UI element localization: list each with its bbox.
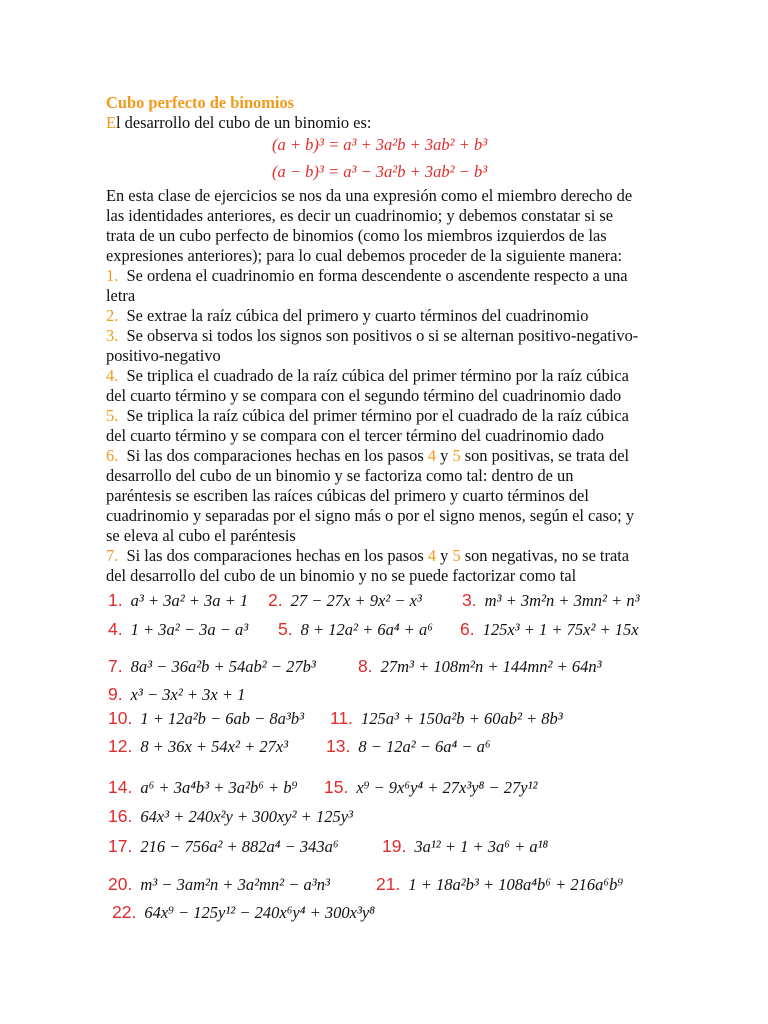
exercise-number: 4. — [108, 619, 123, 639]
intro-text: l desarrollo del cubo de un binomio es: — [116, 113, 372, 132]
exercise-item — [108, 684, 245, 705]
exercise-expression: m³ − 3am²n + 3a²mn² − a³n³ — [140, 875, 330, 894]
step-4 — [106, 366, 629, 386]
exercise-item — [278, 619, 433, 640]
step-6-continued: se eleva al cubo el paréntesis — [106, 526, 296, 545]
exercise-number: 8. — [358, 656, 373, 676]
step-3-continued: positivo-negativo — [106, 346, 221, 365]
exercise-item — [324, 777, 537, 798]
exercise-expression: 8 − 12a² − 6a⁴ − a⁶ — [358, 737, 491, 756]
step-number: 6. — [106, 446, 119, 465]
exercise-number: 16. — [108, 806, 133, 826]
exercise-expression: 1 + 18a²b³ + 108a⁴b⁶ + 216a⁶b⁹ — [408, 875, 624, 894]
exercise-expression: 8a³ − 36a²b + 54ab² − 27b³ — [130, 657, 316, 676]
step-number: 3. — [106, 326, 119, 345]
exercise-expression: 64x⁹ − 125y¹² − 240x⁶y⁴ + 300x³y⁸ — [144, 903, 375, 922]
exercise-expression: a³ + 3a² + 3a + 1 — [130, 591, 249, 610]
step-6-continued: paréntesis se escriben las raíces cúbicas del primero y cuarto términos del — [106, 486, 589, 505]
exercise-item — [112, 902, 375, 923]
exercise-number: 11. — [330, 708, 354, 728]
exercise-expression: 125a³ + 150a²b + 60ab² + 8b³ — [361, 709, 563, 728]
exercise-expression: m³ + 3m²n + 3mn² + n³ — [484, 591, 640, 610]
exercise-item — [326, 736, 491, 757]
exercise-item — [108, 590, 248, 611]
step-number: 4. — [106, 366, 119, 385]
step-text: Si las dos comparaciones hechas en los pasos — [126, 446, 428, 465]
exercise-item — [108, 874, 330, 895]
exercise-number: 7. — [108, 656, 123, 676]
paragraph-line: las identidades anteriores, es decir un cuadrinomio; y debemos constatar si se — [106, 206, 614, 225]
paragraph-line: En esta clase de ejercicios se nos da una expresión como el miembro derecho de — [106, 186, 633, 205]
step-4-continued: del cuarto término y se compara con el segundo término del cuadrinomio dado — [106, 386, 622, 405]
paragraph-line: trata de un cubo perfecto de binomios (como los miembros izquierdos de las — [106, 226, 607, 245]
page-title: Cubo perfecto de binomios — [106, 93, 295, 112]
exercise-expression: 27m³ + 108m²n + 144mn² + 64n³ — [380, 657, 602, 676]
step-6-continued: cuadrinomio y separadas por el signo más o por el signo menos, según el caso; y — [106, 506, 635, 525]
exercise-expression: x⁹ − 9x⁶y⁴ + 27x³y⁸ − 27y¹² — [356, 778, 538, 797]
step-ref-5: 5 — [452, 446, 461, 465]
exercise-number: 15. — [324, 777, 349, 797]
step-5 — [106, 406, 629, 426]
exercise-item — [330, 708, 563, 729]
exercise-number: 22. — [112, 902, 137, 922]
exercise-number: 13. — [326, 736, 351, 756]
exercise-item — [376, 874, 623, 895]
exercise-number: 17. — [108, 836, 133, 856]
step-text: Se triplica el cuadrado de la raíz cúbica del primer término por la raíz cúbica — [126, 366, 629, 385]
exercise-item — [108, 806, 353, 827]
step-1 — [106, 266, 628, 286]
exercise-expression: 8 + 36x + 54x² + 27x³ — [140, 737, 289, 756]
exercise-item — [268, 590, 422, 611]
exercise-number: 6. — [460, 619, 475, 639]
exercise-item — [108, 708, 304, 729]
step-text: son negativas, no se trata — [460, 546, 630, 565]
step-2 — [106, 306, 588, 326]
step-ref-4: 4 — [427, 546, 437, 565]
step-6 — [106, 446, 629, 466]
step-6-continued: desarrollo del cubo de un binomio y se factoriza como tal: dentro de un — [106, 466, 574, 485]
exercise-item — [358, 656, 602, 677]
exercise-item — [108, 836, 339, 857]
step-text: Si las dos comparaciones hechas en los pasos — [126, 546, 428, 565]
exercise-item — [382, 836, 548, 857]
exercise-number: 9. — [108, 684, 123, 704]
step-3 — [106, 326, 638, 346]
paragraph-line: expresiones anteriores); para lo cual debemos proceder de la siguiente manera: — [106, 246, 623, 265]
step-7 — [106, 546, 629, 566]
exercise-number: 12. — [108, 736, 133, 756]
exercise-number: 21. — [376, 874, 401, 894]
exercise-number: 20. — [108, 874, 133, 894]
exercise-number: 1. — [108, 590, 123, 610]
exercise-item — [462, 590, 640, 611]
step-text: son positivas, se trata del — [460, 446, 630, 465]
step-text: Se observa si todos los signos son positivos o si se alternan positivo-negativo- — [126, 326, 639, 345]
step-text: Se ordena el cuadrinomio en forma descendente o ascendente respecto a una — [126, 266, 628, 285]
step-number: 1. — [106, 266, 119, 285]
step-number: 7. — [106, 546, 119, 565]
step-number: 2. — [106, 306, 119, 325]
exercise-number: 10. — [108, 708, 133, 728]
exercise-item — [108, 736, 288, 757]
step-text-connector: y — [436, 546, 453, 565]
exercise-number: 5. — [278, 619, 293, 639]
exercise-item — [460, 619, 639, 640]
exercise-expression: 64x³ + 240x²y + 300xy² + 125y³ — [140, 807, 353, 826]
step-text: Se extrae la raíz cúbica del primero y cuarto términos del cuadrinomio — [126, 306, 589, 325]
intro-line — [106, 113, 371, 133]
exercise-number: 19. — [382, 836, 407, 856]
exercise-expression: x³ − 3x² + 3x + 1 — [130, 685, 246, 704]
exercise-expression: 3a¹² + 1 + 3a⁶ + a¹⁸ — [414, 837, 549, 856]
step-ref-5: 5 — [452, 546, 461, 565]
formula-sum-cube: (a + b)³ = a³ + 3a²b + 3ab² + b³ — [272, 135, 488, 154]
exercise-number: 14. — [108, 777, 133, 797]
step-1-continued: letra — [106, 286, 136, 305]
intro-first-letter: E — [106, 113, 117, 132]
exercise-expression: 216 − 756a² + 882a⁴ − 343a⁶ — [140, 837, 339, 856]
exercise-expression: 27 − 27x + 9x² − x³ — [290, 591, 422, 610]
step-7-continued: del desarrollo del cubo de un binomio y no se puede factorizar como tal — [106, 566, 577, 585]
step-5-continued: del cuarto término y se compara con el tercer término del cuadrinomio dado — [106, 426, 604, 445]
exercise-expression: 1 + 3a² − 3a − a³ — [130, 620, 249, 639]
exercise-number: 2. — [268, 590, 283, 610]
exercise-expression: a⁶ + 3a⁴b³ + 3a²b⁶ + b⁹ — [140, 778, 298, 797]
exercise-expression: 125x³ + 1 + 75x² + 15x — [482, 620, 639, 639]
step-number: 5. — [106, 406, 119, 425]
exercise-item — [108, 656, 316, 677]
formula-difference-cube: (a − b)³ = a³ − 3a²b + 3ab² − b³ — [272, 162, 488, 181]
step-text-connector: y — [436, 446, 453, 465]
exercise-number: 3. — [462, 590, 477, 610]
step-ref-4: 4 — [427, 446, 437, 465]
exercise-expression: 8 + 12a² + 6a⁴ + a⁶ — [300, 620, 433, 639]
exercise-item — [108, 619, 248, 640]
exercise-item — [108, 777, 297, 798]
exercise-expression: 1 + 12a²b − 6ab − 8a³b³ — [140, 709, 305, 728]
step-text: Se triplica la raíz cúbica del primer término por el cuadrado de la raíz cúbica — [126, 406, 629, 425]
